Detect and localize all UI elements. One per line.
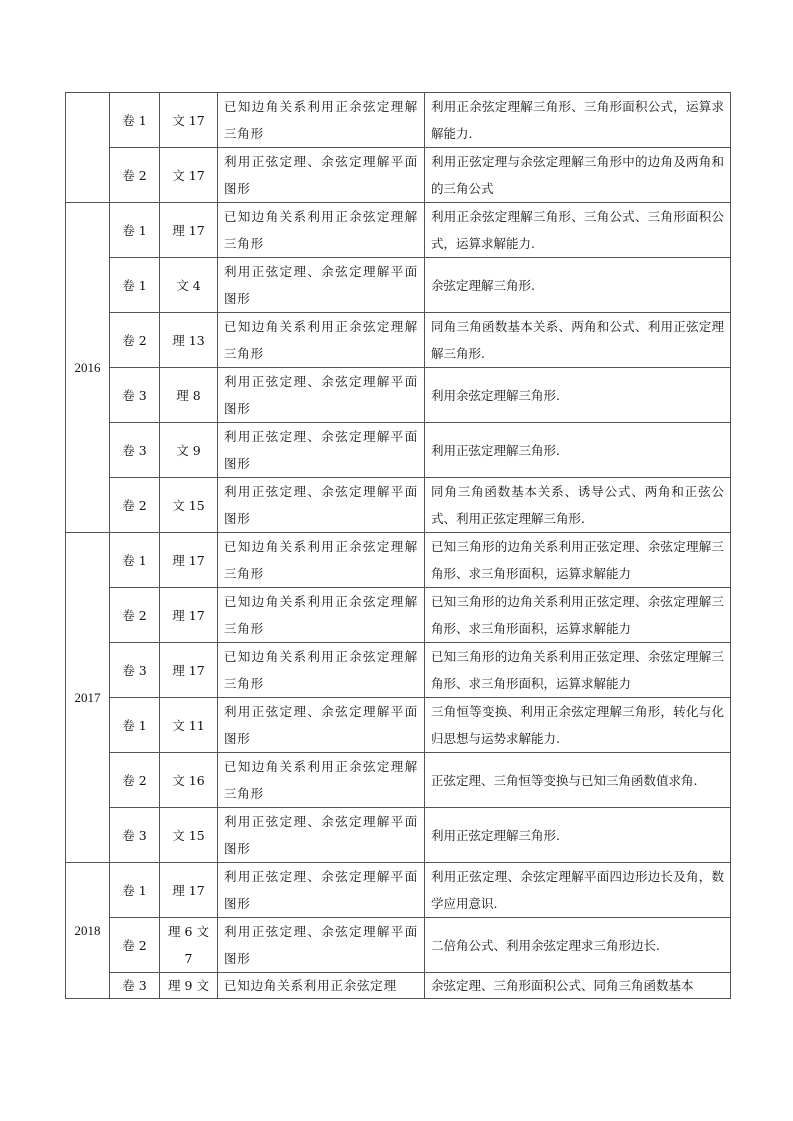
year-cell: 2016	[66, 203, 110, 533]
paper-cell: 卷 1	[110, 203, 160, 258]
table-row	[66, 313, 731, 368]
table-row	[66, 863, 731, 918]
table-row	[66, 643, 731, 698]
exam-goal-cell: 利用正弦定理、余弦定理解平面四边形边长及角，数学应用意识.	[425, 863, 731, 918]
question-number-cell: 理 17	[160, 863, 218, 918]
year-cell: 2017	[66, 533, 110, 863]
exam-content-cell: 利用正弦定理、余弦定理解平面图形	[218, 478, 425, 533]
exam-goal-cell: 利用正弦定理解三角形.	[425, 423, 731, 478]
paper-cell: 卷 3	[110, 643, 160, 698]
paper-cell: 卷 1	[110, 258, 160, 313]
question-number-cell: 理 17	[160, 643, 218, 698]
table-row	[66, 533, 731, 588]
paper-cell: 卷 3	[110, 368, 160, 423]
exam-content-cell: 已知边角关系利用正余弦定理解三角形	[218, 93, 425, 148]
question-number-cell: 文 15	[160, 478, 218, 533]
exam-analysis-table	[65, 92, 731, 999]
paper-cell: 卷 3	[110, 973, 160, 999]
question-number-cell: 文 11	[160, 698, 218, 753]
question-number-cell: 理 17	[160, 203, 218, 258]
exam-content-cell: 已知边角关系利用正余弦定理解三角形	[218, 313, 425, 368]
exam-goal-cell: 余弦定理、三角形面积公式、同角三角函数基本	[425, 973, 731, 999]
exam-goal-cell: 利用正弦定理解三角形.	[425, 808, 731, 863]
table-row	[66, 973, 731, 999]
exam-content-cell: 利用正弦定理、余弦定理解平面图形	[218, 148, 425, 203]
paper-cell: 卷 1	[110, 863, 160, 918]
question-number-cell: 理 6 文 7	[160, 918, 218, 973]
exam-content-cell: 已知边角关系利用正余弦定理解三角形	[218, 588, 425, 643]
exam-goal-cell: 利用正余弦定理解三角形、三角公式、三角形面积公式，运算求解能力.	[425, 203, 731, 258]
exam-content-cell: 利用正弦定理、余弦定理解平面图形	[218, 698, 425, 753]
table-row	[66, 808, 731, 863]
exam-content-cell: 利用正弦定理、余弦定理解平面图形	[218, 423, 425, 478]
exam-goal-cell: 同角三角函数基本关系、诱导公式、两角和正弦公式、利用正弦定理解三角形.	[425, 478, 731, 533]
table-row	[66, 918, 731, 973]
exam-goal-cell: 已知三角形的边角关系利用正弦定理、余弦定理解三角形、求三角形面积，运算求解能力	[425, 588, 731, 643]
paper-cell: 卷 1	[110, 93, 160, 148]
paper-cell: 卷 3	[110, 423, 160, 478]
table-row	[66, 203, 731, 258]
table-row	[66, 368, 731, 423]
exam-goal-cell: 利用余弦定理解三角形.	[425, 368, 731, 423]
exam-goal-cell: 利用正余弦定理解三角形、三角形面积公式，运算求解能力.	[425, 93, 731, 148]
exam-goal-cell: 余弦定理解三角形.	[425, 258, 731, 313]
exam-content-cell: 已知边角关系利用正余弦定理解三角形	[218, 753, 425, 808]
exam-content-cell: 利用正弦定理、余弦定理解平面图形	[218, 918, 425, 973]
table-row	[66, 588, 731, 643]
question-number-cell: 文 9	[160, 423, 218, 478]
table-row	[66, 423, 731, 478]
question-number-cell: 理 17	[160, 533, 218, 588]
exam-content-cell: 利用正弦定理、余弦定理解平面图形	[218, 863, 425, 918]
table-row	[66, 258, 731, 313]
paper-cell: 卷 2	[110, 918, 160, 973]
table-row	[66, 148, 731, 203]
paper-cell: 卷 2	[110, 753, 160, 808]
paper-cell: 卷 2	[110, 478, 160, 533]
question-number-cell: 理 9 文	[160, 973, 218, 999]
exam-goal-cell: 利用正弦定理与余弦定理解三角形中的边角及两角和的三角公式	[425, 148, 731, 203]
year-cell: 2018	[66, 863, 110, 999]
question-number-cell: 理 13	[160, 313, 218, 368]
year-cell	[66, 93, 110, 203]
exam-goal-cell: 二倍角公式、利用余弦定理求三角形边长.	[425, 918, 731, 973]
table-body	[66, 93, 731, 999]
exam-goal-cell: 同角三角函数基本关系、两角和公式、利用正弦定理解三角形.	[425, 313, 731, 368]
exam-content-cell: 已知边角关系利用正余弦定理解三角形	[218, 533, 425, 588]
exam-goal-cell: 已知三角形的边角关系利用正弦定理、余弦定理解三角形、求三角形面积，运算求解能力	[425, 533, 731, 588]
exam-content-cell: 已知边角关系利用正余弦定理解三角形	[218, 643, 425, 698]
question-number-cell: 文 16	[160, 753, 218, 808]
exam-content-cell: 利用正弦定理、余弦定理解平面图形	[218, 258, 425, 313]
table-row	[66, 753, 731, 808]
table-row	[66, 478, 731, 533]
paper-cell: 卷 2	[110, 148, 160, 203]
question-number-cell: 文 4	[160, 258, 218, 313]
question-number-cell: 文 15	[160, 808, 218, 863]
paper-cell: 卷 1	[110, 698, 160, 753]
question-number-cell: 文 17	[160, 148, 218, 203]
question-number-cell: 文 17	[160, 93, 218, 148]
paper-cell: 卷 1	[110, 533, 160, 588]
table-row	[66, 698, 731, 753]
paper-cell: 卷 2	[110, 313, 160, 368]
exam-content-cell: 已知边角关系利用正余弦定理解三角形	[218, 203, 425, 258]
exam-content-cell: 利用正弦定理、余弦定理解平面图形	[218, 808, 425, 863]
question-number-cell: 理 8	[160, 368, 218, 423]
paper-cell: 卷 3	[110, 808, 160, 863]
question-number-cell: 理 17	[160, 588, 218, 643]
exam-goal-cell: 三角恒等变换、利用正余弦定理解三角形，转化与化归思想与运势求解能力.	[425, 698, 731, 753]
paper-cell: 卷 2	[110, 588, 160, 643]
exam-goal-cell: 已知三角形的边角关系利用正弦定理、余弦定理解三角形、求三角形面积，运算求解能力	[425, 643, 731, 698]
exam-content-cell: 已知边角关系利用正余弦定理	[218, 973, 425, 999]
exam-goal-cell: 正弦定理、三角恒等变换与已知三角函数值求角.	[425, 753, 731, 808]
exam-content-cell: 利用正弦定理、余弦定理解平面图形	[218, 368, 425, 423]
table-row	[66, 93, 731, 148]
